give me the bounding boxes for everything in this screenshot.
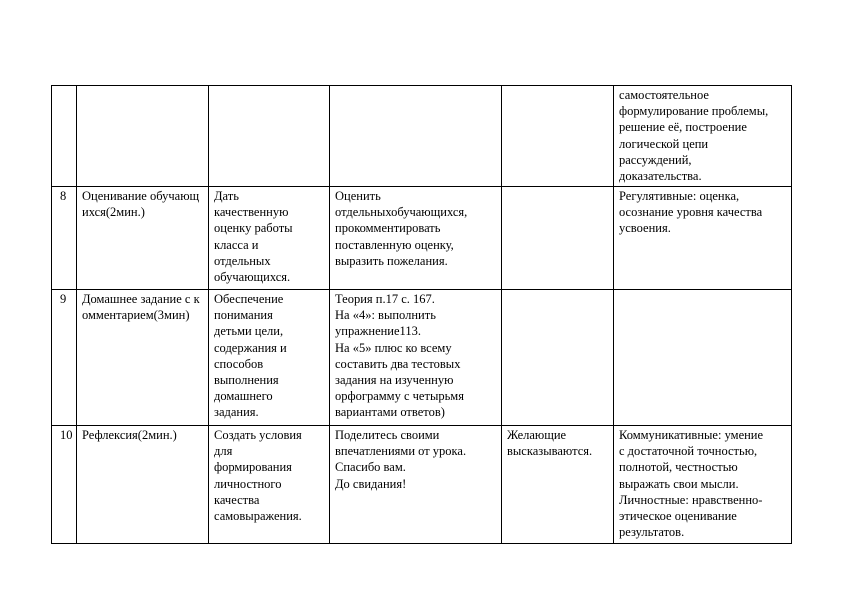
stage-number-cell: 9	[52, 290, 77, 426]
teacher-activity-cell: Теория п.17 с. 167. На «4»: выполнить упражнение113. На «5» плюс ко всему составить два тестовых задания на изученную орфограмму с четырьмя вариантами ответов)	[330, 290, 502, 426]
stage-name-cell: Домашнее задание с комментарием(3мин)	[77, 290, 209, 426]
table-row	[52, 86, 792, 187]
student-activity-cell	[502, 290, 614, 426]
stage-goal-cell	[209, 86, 330, 187]
student-activity-cell: Желающие высказываются.	[502, 426, 614, 544]
table-row	[52, 187, 792, 290]
stage-number-cell	[52, 86, 77, 187]
stage-goal-cell: Обеспечение понимания детьми цели, содержания и способов выполнения домашнего задания.	[209, 290, 330, 426]
stage-number-cell: 8	[52, 187, 77, 290]
stage-name-cell	[77, 86, 209, 187]
stage-number-cell: 10	[52, 426, 77, 544]
table-row	[52, 426, 792, 544]
student-activity-cell	[502, 86, 614, 187]
student-activity-cell	[502, 187, 614, 290]
teacher-activity-cell: Оценить отдельныхобучающихся, прокомментировать поставленную оценку, выразить пожелания.	[330, 187, 502, 290]
stage-name-cell: Рефлексия(2мин.)	[77, 426, 209, 544]
stage-name-cell: Оценивание обучающихся(2мин.)	[77, 187, 209, 290]
teacher-activity-cell	[330, 86, 502, 187]
stage-goal-cell: Создать условия для формирования личностного качества самовыражения.	[209, 426, 330, 544]
table-row	[52, 290, 792, 426]
uud-cell: самостоятельное формулирование проблемы, решение её, построение логической цепи рассуждений, доказательства.	[614, 86, 792, 187]
uud-cell: Коммуникативные: умение с достаточной точностью, полнотой, честностью выражать свои мысли. Личностные: нравственно- этическое оценивание результатов.	[614, 426, 792, 544]
teacher-activity-cell: Поделитесь своими впечатлениями от урока. Спасибо вам. До свидания!	[330, 426, 502, 544]
uud-cell	[614, 290, 792, 426]
stage-goal-cell: Дать качественную оценку работы класса и отдельных обучающихся.	[209, 187, 330, 290]
lesson-plan-table	[51, 85, 792, 544]
uud-cell: Регулятивные: оценка, осознание уровня качества усвоения.	[614, 187, 792, 290]
